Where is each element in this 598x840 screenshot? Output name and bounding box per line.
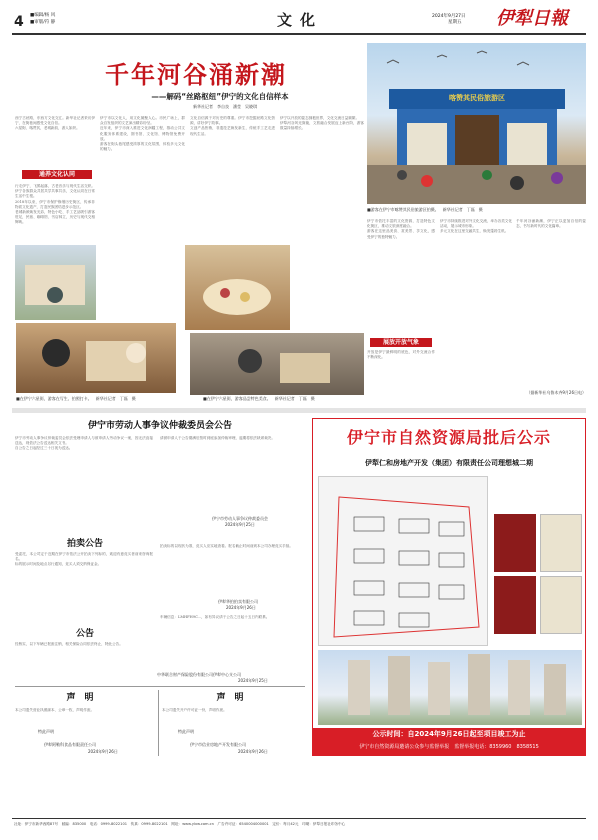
statement2-special: 特此声明 (178, 729, 194, 734)
labor-notice-body-2: 请被申请人于公告期满后按时到庭参加仲裁审理，逾期将依法缺席裁决。 (160, 436, 275, 440)
certificate-4 (540, 576, 582, 634)
article-body-col3: 文化自信源于对历史的尊重。伊宁市挖掘丝路文化资源，讲好伊宁故事。 文创产品热销，非遗技艺焕发新生，传统手工艺走进现代生活。 (190, 116, 275, 136)
issue-date: 2024年9月27日 (432, 14, 466, 19)
food-photo (185, 245, 290, 330)
site-plan (318, 476, 488, 646)
gate-photo (367, 43, 586, 204)
street-photo-1-art (15, 245, 96, 320)
photo-caption-1: ■在伊宁六星街，游客在写生、拍照打卡。 新华社记者 丁磊 摄 (16, 396, 136, 401)
statement-divider (158, 690, 159, 756)
auction-body-1: 受委托，本公司定于近期在伊宁市依法公开拍卖下列标的，欢迎有意竞买者前来咨询报名。 标的展示时间及地点另行通知，竞买人须交纳保证金。 (15, 552, 153, 567)
editor-line-1: ■编辑/杨 风 (30, 13, 56, 18)
statement2-date: 2024年9月26日 (238, 749, 268, 754)
article-body-col4: 伊宁以开放的姿态拥抱世界，文化交流日益频繁。 伊犁河谷风光旖旎，文旅融合发展迈上新台阶，游客数量持续增长。 (280, 116, 364, 131)
article-body-col1b: 行走伊宁，飞鸽起落，古老音乐与现代生活交织。伊宁各族群众共居共学共事共乐，文化认同在日常生活中生根。 2018年以来，伊宁市保护修缮历史街区，传承非物质文化遗产，打造民族团结进步示范区。 老城新颜焕发光彩，特色小吃、手工艺品吸引游客驻足，民宿、咖啡馆、书店林立，历史与现代交相辉映。 (15, 184, 95, 225)
statement1-special: 特此声明 (38, 729, 54, 734)
craft-photo-art (190, 333, 364, 395)
certificate-2 (540, 514, 582, 572)
craft-photo (190, 333, 364, 395)
street-photo-1 (15, 245, 96, 320)
statement2-title: 声 明 (216, 693, 244, 703)
publicity-supervisor: 伊宁市自然资源局邀请公众参与监督举报 监督举报电话：8359960 8358515 (359, 744, 539, 750)
street-photo-2-art (16, 323, 176, 393)
article-body-col6: 伊宁市持续推进对外文化交流，举办各类文化活动，展示城市形象。 多元文化在这里交融共生，焕发蓬勃生机。 (440, 219, 512, 234)
food-photo-art (185, 245, 290, 330)
article-body-col5b: 开放是伊宁最鲜明的底色，对外交流合作不断深化。 (367, 350, 435, 360)
publicity-project: 伊犁仁和房地产开发（集团）有限责任公司理想城二期 (365, 459, 533, 467)
header-rule (12, 33, 586, 35)
page-number: 4 (14, 14, 24, 30)
subhead-1: 通养文化认同 (22, 170, 92, 179)
certificate-1 (494, 514, 536, 572)
footer-rule (12, 818, 586, 819)
gate-sign-text: 喀赞其民俗旅游区 (449, 94, 505, 102)
labor-notice-title: 伊宁市劳动人事争议仲裁委员会公告 (87, 421, 232, 431)
auction-signature: 伊犁华拍拍卖有限公司 (218, 599, 258, 604)
statement1-signature: 伊犁阿勒科食品有限责任公司 (44, 742, 96, 747)
labor-notice-body-1: 伊宁市劳动人事争议仲裁委员会依法受理申请人与被申请人劳动争议一案，因无法直接送达，现依法公告送达相关文书。 自公告之日起经过三十日视为送达。 (15, 436, 153, 451)
article-body-col1: 西宁古丝路，东西方文化交汇。新华社记者采访伊宁，在街巷间感受文化自信。 六星街、喀赞其，老城新韵，游人如织。 (15, 116, 95, 131)
notice-divider (15, 686, 305, 687)
feature-byline: 新华社记者 李自良 潘莹 吴晓琪 (193, 104, 257, 109)
statement2-signature: 伊宁市信业房地产开发有限公司 (190, 742, 246, 747)
notice-date: 2024年9月25日 (238, 678, 268, 683)
certificate-3 (494, 576, 536, 634)
statement1-date: 2024年9月26日 (88, 749, 118, 754)
article-body-col5: 伊宁市依托丰富的文化资源，打造特色文化街区，推动文旅深度融合。 游客在这里品美食、赏美景、享文化，感受伊宁的独特魅力。 (367, 219, 435, 239)
photo-caption-2: ■在伊宁六星街，游客品尝特色美食。 新华社记者 丁磊 摄 (203, 396, 315, 401)
statement2-body: 本公司遗失开户许可证一份，声明作废。 (162, 708, 227, 712)
rendering-photo (318, 650, 582, 725)
notice-body-1: 经核实，以下车辆已报废注销，相关保险合同依法终止，特此公告。 (15, 642, 123, 646)
photo-caption-gate: ■游客在伊宁市喀赞其民俗旅游区拍摄。 新华社记者 丁磊 摄 (367, 207, 483, 212)
article-body-col7: 千年河谷涌新潮，伊宁正以更加自信的姿态，书写新时代的文化篇章。 (516, 219, 586, 229)
labor-notice-date: 2024年9月25日 (225, 522, 255, 527)
publicity-title: 伊宁市自然资源局批后公示 (346, 428, 551, 447)
notice-signature: 中华联合财产保险股份有限公司伊犁中心支公司 (157, 672, 241, 677)
notice-body-2: 车辆信息：LMHFH9C...，如有异议请于公告之日起十五日内联系。 (160, 615, 270, 619)
notice-title: 公告 (75, 629, 94, 639)
rendering-art (318, 650, 582, 725)
auction-date: 2024年9月26日 (226, 605, 256, 610)
article-trailer: （据新华社乌鲁木齐9月26日电） (526, 390, 586, 395)
section-title: 文化 (276, 11, 323, 29)
gate-illustration (367, 43, 586, 204)
subhead-3: 展放开放气象 (370, 338, 432, 347)
site-plan-drawing (319, 477, 488, 646)
street-photo-2 (16, 323, 176, 393)
masthead-logo: 伊犁日報 (496, 8, 568, 29)
article-body-col2: 伊宁市以文化人，用文化凝聚人心。市民广场上，群众自发组织的文艺演出精彩纷呈。 近年来，伊宁市深入推进文化润疆工程，推动公共文化服务体系建设，图书馆、文化馆、博物馆免费开放。 游客在街头巷尾感受浓厚的文化氛围，体验多元文化的魅力。 (100, 116, 185, 152)
labor-notice-signature: 伊宁市劳动人事争议仲裁委员会 (212, 516, 268, 521)
statement1-title: 声 明 (66, 693, 94, 703)
footer-text: 社址：伊宁市新华西路87号 邮编：835000 电话：0999-8022101 传真：0999-8022101 网址：www.ylxw.com.cn 广告许可证：6540004000001 定价：每月42元 印刷：伊犁日报社印务中心 (14, 822, 346, 826)
feature-title: 千年河谷涌新潮 (105, 60, 287, 89)
mid-divider (12, 408, 586, 413)
statement1-body: 本公司遗失营业执照副本、公章一枚，声明作废。 (15, 708, 95, 712)
auction-title: 拍卖公告 (66, 539, 103, 549)
issue-weekday: 星期五 (448, 20, 462, 25)
auction-body-2: 拍卖标的以现状为准，竞买人应实地查看。报名截止时间前到本公司办理竞买手续。 (160, 544, 293, 548)
editor-line-2: ■审版/符 静 (30, 20, 56, 25)
feature-subtitle: ——解码“丝路枢纽”伊宁的文化自信样本 (151, 92, 289, 101)
publicity-period: 公示时间：自2024年9月26日起至项目竣工为止 (372, 730, 526, 738)
